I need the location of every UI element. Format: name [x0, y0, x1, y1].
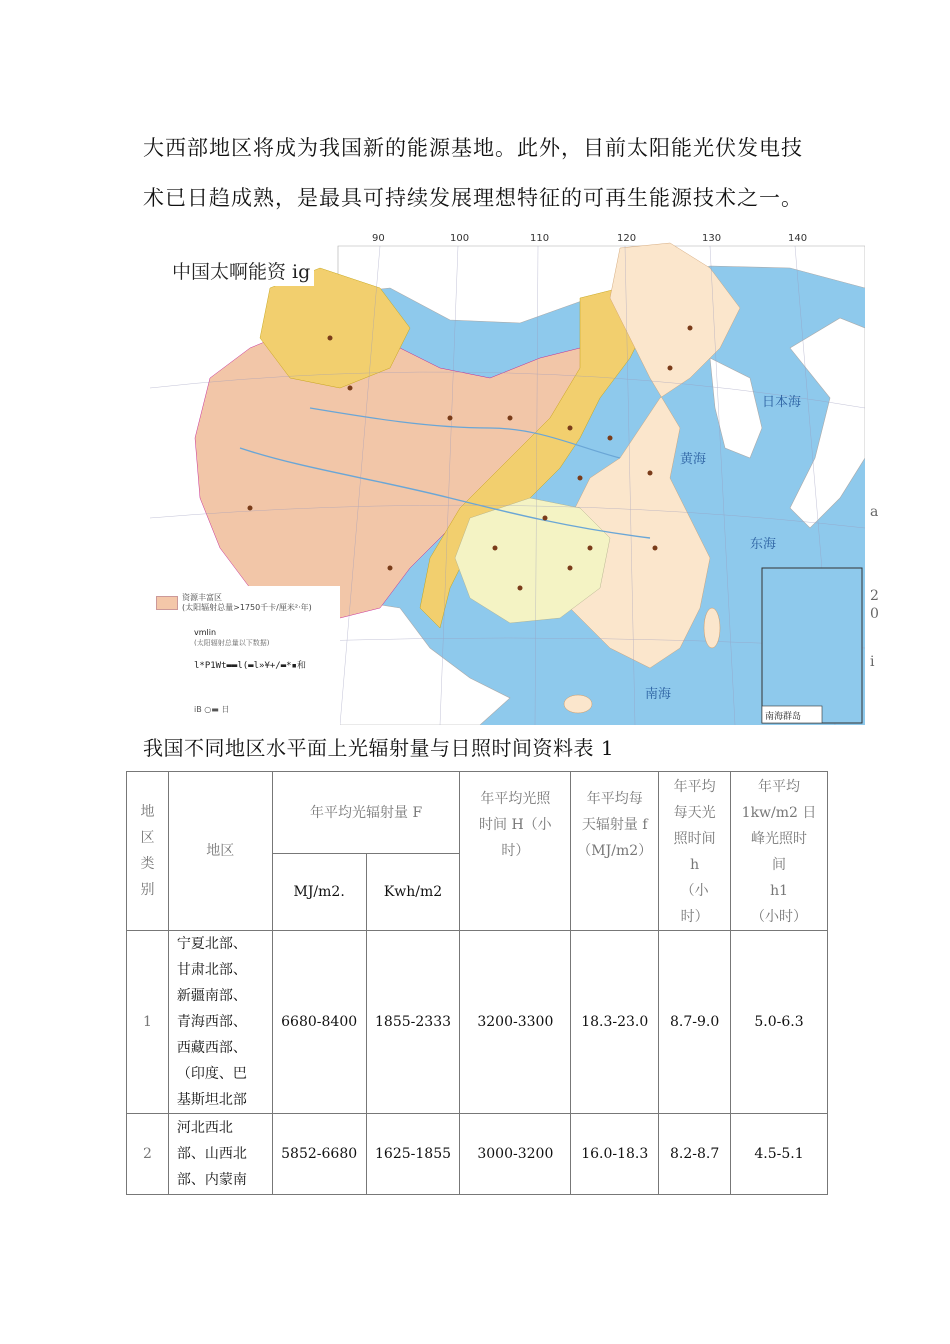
- cell-hours: 3000-3200: [460, 1114, 571, 1195]
- map-caption: 中国太啊能资 ig: [168, 255, 314, 286]
- legend-text: l*P1Wt▬▬l(▬l»¥+/▬*▪和: [194, 661, 306, 671]
- cell-peak-h: 5.0-6.3: [731, 931, 828, 1114]
- cell-daily-h: 8.7-9.0: [659, 931, 731, 1114]
- sea-label: 黄海: [680, 452, 707, 467]
- header-unit-kwh: Kwh/m2: [366, 854, 460, 931]
- lon-label: 90: [372, 233, 385, 244]
- header-unit-mj: MJ/m2.: [272, 854, 366, 931]
- side-char: 0: [870, 606, 879, 622]
- header-peak-hours: 年平均 1kw/m2 日 峰光照时 间 h1 （小时）: [731, 772, 828, 931]
- cell-hours: 3200-3300: [460, 931, 571, 1114]
- legend-text: (太阳辐射总量>1750千卡/厘米²·年): [182, 603, 312, 612]
- cell-kwh: 1625-1855: [366, 1114, 460, 1195]
- lon-label: 100: [450, 233, 470, 244]
- side-char: 2: [870, 588, 879, 604]
- cell-peak-h: 4.5-5.1: [731, 1114, 828, 1195]
- table-row: [127, 931, 828, 1114]
- paragraph-line-2: 术已日趋成熟，是最具可持续发展理想特征的可再生能源技术之一。: [143, 186, 803, 210]
- lon-label: 110: [530, 233, 550, 244]
- header-daily-radiation: 年平均每 天辐射量 f （MJ/m2）: [571, 772, 659, 931]
- cell-region: 河北西北 部、山西北 部、内蒙南: [168, 1114, 272, 1195]
- map-legend: [150, 586, 340, 726]
- legend-text: (太阳辐射总量以下数据): [194, 639, 270, 647]
- inset-label: 南海群岛: [765, 712, 802, 722]
- legend-text: vmlin: [194, 628, 217, 637]
- lon-label: 120: [617, 233, 637, 244]
- table-title: 我国不同地区水平面上光辐射量与日照时间资料表 1: [143, 736, 615, 760]
- cell-daily-h: 8.2-8.7: [659, 1114, 731, 1195]
- header-radiation: 年平均光辐射量 F: [272, 772, 460, 854]
- south-china-sea-inset: [762, 568, 862, 723]
- sea-label: 东海: [750, 537, 777, 552]
- side-char: i: [870, 654, 875, 670]
- cell-mj: 5852-6680: [272, 1114, 366, 1195]
- header-daily-hours: 年平均 每天光 照时间 h （小 时）: [659, 772, 731, 931]
- table-row: [127, 1114, 828, 1195]
- cell-category: 2: [127, 1114, 169, 1195]
- cell-kwh: 1855-2333: [366, 931, 460, 1114]
- cell-daily-mj: 18.3-23.0: [571, 931, 659, 1114]
- header-category: 地 区 类 别: [127, 772, 169, 931]
- header-region: 地区: [168, 772, 272, 931]
- cell-daily-mj: 16.0-18.3: [571, 1114, 659, 1195]
- sea-label: 南海: [645, 687, 672, 702]
- paragraph-line-1: 大西部地区将成为我国新的能源基地。此外，目前太阳能光伏发电技: [143, 136, 803, 160]
- cell-region: 宁夏北部、 甘肃北部、 新疆南部、 青海西部、 西藏西部、 （印度、巴 基斯坦北部: [168, 931, 272, 1114]
- lon-label: 140: [788, 233, 808, 244]
- legend-swatch: [156, 596, 178, 610]
- side-char: a: [870, 504, 879, 520]
- lon-label: 130: [702, 233, 722, 244]
- legend-text: 资源丰富区: [182, 593, 222, 602]
- radiation-table: [126, 771, 828, 1195]
- cell-category: 1: [127, 931, 169, 1114]
- sea-label: 日本海: [762, 395, 802, 410]
- legend-text: iB ○▬ 日: [194, 705, 230, 714]
- header-sunshine-hours: 年平均光照 时间 H（小 时）: [460, 772, 571, 931]
- cell-mj: 6680-8400: [272, 931, 366, 1114]
